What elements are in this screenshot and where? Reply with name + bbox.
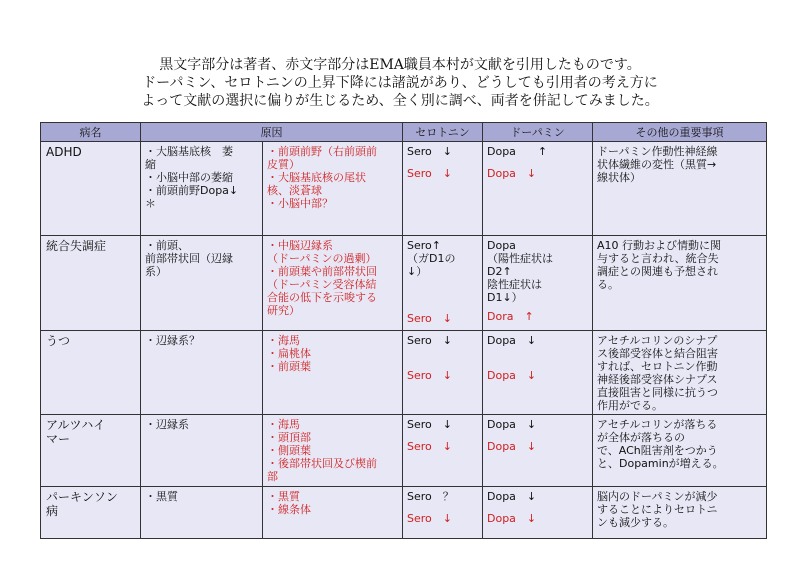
other-note-line: アセチルコリンのシナプ	[597, 334, 718, 347]
cause-cited-cell	[263, 487, 403, 539]
cause-cited-line: 合能の低下を示唆する	[267, 291, 377, 304]
disease-name: 統合失調症	[46, 239, 107, 253]
intro-line-3: よって文献の選択に偏りが生じるため、全く別に調べ、両者を併記してみました。	[141, 93, 659, 109]
other-notes-cell	[593, 415, 767, 487]
other-note-line: が全体が落ちるの	[597, 431, 685, 444]
dopamine-cited: Dopa ↓	[487, 167, 537, 180]
cause-author-line: ・辺縁系？	[145, 334, 200, 347]
cause-cited-line: 核、淡蒼球	[267, 184, 322, 197]
cause-author-cell	[141, 236, 263, 331]
dopamine-author: Dopa ↑	[487, 145, 548, 158]
cell-spacer	[487, 503, 588, 512]
cause-cited-cell	[263, 415, 403, 487]
table-header-row	[41, 123, 767, 142]
cause-author-line: 系）	[145, 265, 167, 278]
serotonin-cited: Sero ↓	[407, 369, 452, 382]
cause-cited-line: ・黒質	[267, 490, 300, 503]
disease-name-cell	[41, 415, 141, 487]
dopamine-author: D2↑	[487, 265, 512, 278]
intro-line-2: ドーパミン、セロトニンの上昇下降には諸説があり、どうしても引用者の考え方に	[142, 75, 658, 91]
other-note-line: 与すると言われ、統合失	[597, 252, 719, 265]
dopamine-author: Dopa ↓	[487, 334, 537, 347]
other-note-line: 調症との関連も予想され	[597, 265, 718, 278]
cause-cited-line: ・前頭葉や前部帯状回	[267, 265, 377, 278]
other-note-line: で、ACh阻害剤をつかう	[597, 444, 718, 457]
cell-spacer	[407, 431, 478, 440]
dopamine-author: D1↓）	[487, 291, 523, 304]
cause-author-line: ・大脳基底核 萎	[145, 145, 233, 158]
table-row	[41, 331, 767, 415]
cause-cited-line: 皮質）	[267, 158, 300, 171]
serotonin-cited: Sero ↓	[407, 312, 452, 325]
other-note-line: ドーパミン作動性神経線	[597, 145, 718, 158]
other-note-line: ンも減少する。	[597, 516, 674, 529]
serotonin-cell	[403, 236, 483, 331]
dopamine-cited: Dopa ↓	[487, 369, 537, 382]
serotonin-author: Sero ↓	[407, 145, 452, 158]
cause-cited-line: 部	[267, 470, 278, 483]
serotonin-author: ↓）	[407, 265, 428, 278]
disease-name: パーキンソン	[46, 490, 118, 504]
cause-cited-cell	[263, 331, 403, 415]
disease-table	[40, 122, 767, 539]
header-dopamine: ドーパミン	[483, 123, 593, 142]
other-note-line: A10 行動および情動に関	[597, 239, 722, 252]
serotonin-author: Sero ↓	[407, 418, 452, 431]
cause-author-line: ・前頭、	[145, 239, 189, 252]
dopamine-author: （陽性症状は	[487, 252, 553, 265]
cause-cited-line: ・側頭葉	[267, 444, 311, 457]
header-serotonin: セロトニン	[403, 123, 483, 142]
cause-cited-line: ・海馬	[267, 334, 300, 347]
disease-name-cell	[41, 142, 141, 236]
other-notes-cell	[593, 142, 767, 236]
other-note-line: することによりセロトニ	[597, 503, 718, 516]
dopamine-author: Dopa ↓	[487, 490, 537, 503]
dopamine-author: Dopa ↓	[487, 418, 537, 431]
dopamine-cell	[483, 487, 593, 539]
cause-author-cell	[141, 142, 263, 236]
header-cause: 原因	[141, 123, 403, 142]
dopamine-cited: Dora ↑	[487, 310, 534, 323]
other-note-line: ス後部受容体と結合阻害	[597, 347, 718, 360]
cell-spacer	[487, 347, 588, 369]
cause-cited-line: ・海馬	[267, 418, 300, 431]
cause-author-cell	[141, 331, 263, 415]
cell-spacer	[487, 158, 588, 167]
serotonin-cited: Sero ↓	[407, 167, 452, 180]
cause-cited-line: ・前頭前野（右前頭前	[267, 145, 377, 158]
disease-name: ADHD	[46, 145, 82, 159]
cause-author-cell	[141, 415, 263, 487]
other-note-line: 線状体）	[597, 171, 641, 184]
cause-cited-line: （ドーパミンの過剰）	[267, 252, 377, 265]
table-row	[41, 415, 767, 487]
serotonin-cell	[403, 415, 483, 487]
disease-name-cell	[41, 331, 141, 415]
cause-cited-cell	[263, 236, 403, 331]
cause-author-line: ・黒質	[145, 490, 178, 503]
serotonin-cited: Sero ↓	[407, 512, 452, 525]
cause-cited-line: ・扁桃体	[267, 347, 311, 360]
disease-name: 病	[46, 504, 59, 518]
other-note-line: る。	[597, 278, 619, 291]
serotonin-author: （ガD1の	[407, 252, 456, 265]
other-notes-cell	[593, 331, 767, 415]
disease-name: マー	[46, 432, 71, 446]
cell-spacer	[407, 347, 478, 369]
disease-name-cell	[41, 487, 141, 539]
cause-cited-line: 研究）	[267, 304, 300, 317]
serotonin-author: Sero ？	[407, 490, 454, 503]
other-note-line: 神経後部受容体シナプス	[597, 373, 718, 386]
dopamine-cited: Dopa ↓	[487, 512, 537, 525]
serotonin-author: Sero↑	[407, 239, 441, 252]
cause-author-line: ・辺縁系	[145, 418, 189, 431]
other-notes-cell	[593, 236, 767, 331]
cause-author-cell	[141, 487, 263, 539]
cell-spacer	[407, 503, 478, 512]
cause-cited-cell	[263, 142, 403, 236]
table-row	[41, 487, 767, 539]
serotonin-cell	[403, 142, 483, 236]
dopamine-author: Dopa	[487, 239, 516, 252]
cause-cited-line: ・頭頂部	[267, 431, 311, 444]
other-note-line: 直接阻害と同様に抗うつ	[597, 386, 718, 399]
dopamine-cell	[483, 236, 593, 331]
cause-author-line: ・前頭前野Dopa↓	[145, 184, 239, 197]
other-note-line: 脳内のドーパミンが減少	[597, 490, 718, 503]
intro-text	[0, 56, 800, 110]
dopamine-cell	[483, 331, 593, 415]
cause-cited-line: （ドーパミン受容体結	[267, 278, 377, 291]
disease-name: うつ	[46, 334, 71, 348]
header-other: その他の重要事項	[593, 123, 767, 142]
dopamine-cited: Dopa ↓	[487, 440, 537, 453]
dopamine-cell	[483, 415, 593, 487]
cause-cited-line: ・前頭葉	[267, 360, 311, 373]
other-notes-cell	[593, 487, 767, 539]
other-note-line: と、Dopaminが増える。	[597, 457, 724, 470]
table-row	[41, 142, 767, 236]
cause-author-line: ＊	[145, 197, 156, 210]
cause-cited-line: ・大脳基底核の尾状	[267, 171, 366, 184]
cause-cited-line: ・後部帯状回及び楔前	[267, 457, 377, 470]
other-note-line: アセチルコリンが落ちる	[597, 418, 718, 431]
cause-cited-line: ・中脳辺縁系	[267, 239, 333, 252]
other-note-line: すれば、セロトニン作動	[597, 360, 718, 373]
dopamine-author: 陰性症状は	[487, 278, 542, 291]
dopamine-cell	[483, 142, 593, 236]
cause-author-line: 前部帯状回（辺縁	[145, 252, 233, 265]
disease-name-cell	[41, 236, 141, 331]
cause-cited-line: ・線条体	[267, 503, 311, 516]
disease-name: アルツハイ	[46, 418, 106, 432]
cell-spacer	[487, 431, 588, 440]
cause-author-line: ・小脳中部の萎縮	[145, 171, 233, 184]
other-note-line: 作用がでる。	[597, 399, 663, 412]
cell-spacer	[407, 158, 478, 167]
serotonin-cell	[403, 487, 483, 539]
table-row	[41, 236, 767, 331]
other-note-line: 状体繊維の変性（黒質→	[597, 158, 717, 171]
cause-author-line: 縮	[145, 158, 156, 171]
cause-cited-line: ・小脳中部？	[267, 197, 333, 210]
header-disease: 病名	[41, 123, 141, 142]
cell-spacer	[407, 278, 478, 312]
serotonin-cited: Sero ↓	[407, 440, 452, 453]
serotonin-author: Sero ↓	[407, 334, 452, 347]
serotonin-cell	[403, 331, 483, 415]
intro-line-1: 黒文字部分は著者、赤文字部分はEMA職員本村が文献を引用したものです。	[159, 57, 641, 73]
